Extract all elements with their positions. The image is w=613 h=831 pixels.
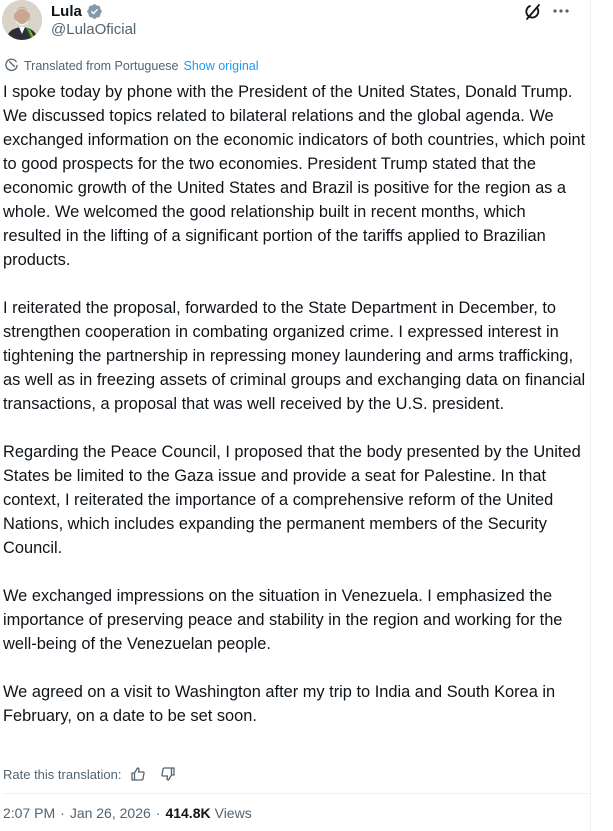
- meta-separator: ·: [155, 805, 161, 821]
- post-paragraph: We exchanged impressions on the situation in Venezuela. I emphasized the importance of preserving peace and stability in the region and working for the well-being of the Venezuelan people.: [3, 587, 563, 653]
- thumbs-up-icon[interactable]: [130, 766, 146, 782]
- post-paragraph: I reiterated the proposal, forwarded to the State Department in December, to strengthen cooperation in combating organized crime. I expressed interest in tightening the partnership in repressing money laundering and arms trafficking, as well as in freezing assets of criminal groups and exchanging data on financial transactions, a proposal that was well received by the U.S. president.: [3, 299, 586, 413]
- views-count: 414.8K: [165, 805, 211, 821]
- show-original-link[interactable]: Show original: [183, 59, 259, 73]
- post-body: [3, 80, 588, 752]
- post-paragraph: I spoke today by phone with the President of the United States, Donald Trump. We discussed topics related to bilateral relations and the global agenda. We exchanged information on the economic indicators of both countries, which point to good prospects for the two economies. President Trump stated that the economic growth of the United States and Brazil is positive for the region as a whole. We welcomed the good relationship built in recent months, which resulted in the lifting of a significant portion of the tariffs applied to Brazilian products.: [3, 83, 586, 269]
- post-date[interactable]: Jan 26, 2026: [69, 805, 151, 821]
- post-time[interactable]: 2:07 PM: [3, 805, 56, 821]
- divider: [3, 793, 590, 794]
- translate-icon: [4, 57, 24, 75]
- grok-icon[interactable]: [522, 1, 544, 23]
- more-icon[interactable]: [551, 1, 571, 21]
- post-meta: [3, 803, 252, 823]
- author-name[interactable]: Lula: [51, 2, 82, 20]
- post-paragraph: Regarding the Peace Council, I proposed that the body presented by the United States be limited to the Gaza issue and provide a seat for Palestine. In that context, I reiterated the importance of a comprehensive reform of the United Nations, which includes expanding the permanent members of the Security Council.: [3, 443, 581, 557]
- views-label: Views: [214, 805, 252, 821]
- meta-separator: ·: [60, 805, 65, 821]
- author-name-row: [51, 1, 103, 21]
- thumbs-down-icon[interactable]: [160, 766, 176, 782]
- verified-badge-icon[interactable]: [86, 3, 103, 20]
- rate-translation: [3, 764, 176, 784]
- post-header: [0, 0, 590, 50]
- translation-notice-text: Translated from Portuguese: [24, 59, 179, 73]
- author-handle[interactable]: @LulaOficial: [51, 21, 137, 38]
- rate-translation-label: Rate this translation:: [3, 766, 122, 782]
- translation-notice: [4, 57, 259, 75]
- avatar[interactable]: [2, 0, 42, 40]
- column-border: [590, 0, 591, 831]
- post-paragraph: We agreed on a visit to Washington after my trip to India and South Korea in February, on a date to be set soon.: [3, 683, 556, 725]
